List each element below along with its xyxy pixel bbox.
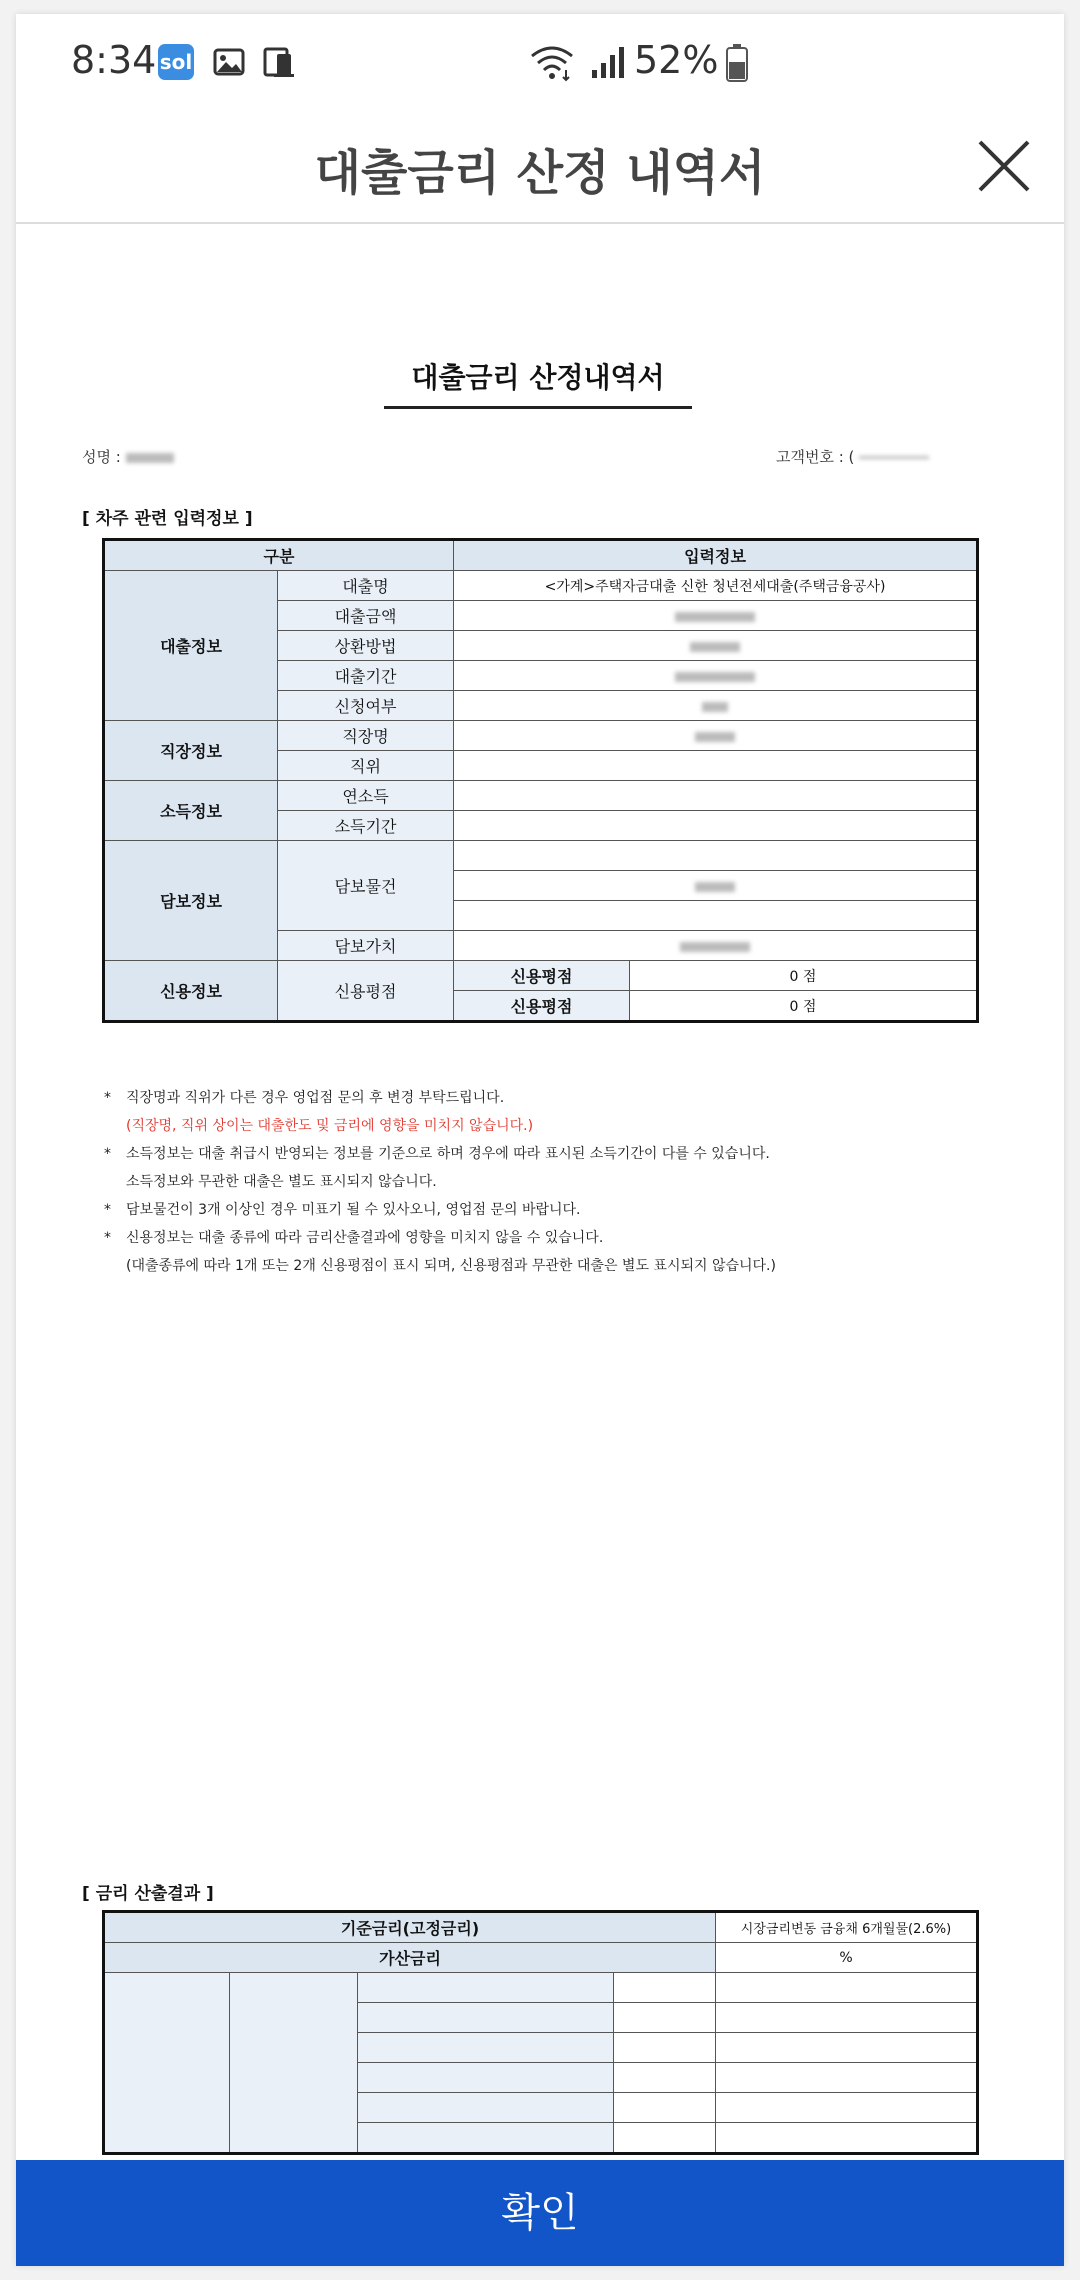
confirm-button[interactable]: 확인 [16,2160,1064,2266]
result-cell [358,2123,614,2154]
note-item: * 소득정보는 대출 취급시 반영되는 정보를 기준으로 하며 경우에 따라 표시된 소득기간이 다를 수 있습니다. [104,1146,770,1162]
result-cell [716,2003,978,2033]
loan-period-value [454,661,978,691]
note-item-red: (직장명, 직위 상이는 대출한도 및 금리에 영향을 미치지 않습니다.) [126,1118,534,1134]
annual-income-value [454,781,978,811]
apply-status-value [454,691,978,721]
result-cell [358,2033,614,2063]
company-label: 직장명 [278,721,454,751]
collateral-value-label: 담보가치 [278,931,454,961]
sol-app-icon: sol [158,44,194,80]
income-period-label: 소득기간 [278,811,454,841]
table-row [104,540,978,571]
phone-mirror-icon [262,44,298,80]
repayment-value [454,631,978,661]
document-view [16,224,1064,2174]
table-row [104,841,978,871]
result-cell [358,2003,614,2033]
loan-info-label: 대출정보 [104,571,278,721]
result-cell [716,2063,978,2093]
company-value [454,721,978,751]
result-cell [716,2123,978,2154]
base-rate-label: 기준금리(고정금리) [104,1912,716,1943]
note-item: * 담보물건이 3개 이상인 경우 미표기 될 수 있사오니, 영업점 문의 바랍니다. [104,1202,581,1218]
note-item: (대출종류에 따라 1개 또는 2개 신용평점이 표시 되며, 신용평점과 무관한 대출은 별도 표시되지 않습니다.) [126,1258,776,1274]
credit-score-sub-1: 신용평점 [454,961,630,991]
close-icon[interactable] [976,138,1032,194]
table-row [104,571,978,601]
add-rate-value: % [716,1943,978,1973]
result-cell [614,2093,716,2123]
collateral-item-value-3 [454,901,978,931]
collateral-item-label: 담보물건 [278,841,454,931]
position-label: 직위 [278,751,454,781]
result-cell [358,2063,614,2093]
result-cell [104,1973,230,2154]
apply-status-label: 신청여부 [278,691,454,721]
battery-icon [726,44,748,82]
battery-percent: 52% [634,38,719,82]
app-frame [16,14,1064,2266]
credit-score-value-1: 0 점 [630,961,978,991]
note-item: * 신용정보는 대출 종류에 따라 금리산출결과에 영향을 미치지 않을 수 있습니다. [104,1230,604,1246]
result-cell [614,2033,716,2063]
collateral-value [454,931,978,961]
base-rate-value: 시장금리변동 금융채 6개월물(2.6%) [716,1912,978,1943]
result-cell [230,1973,358,2154]
table-row [104,781,978,811]
title-bar [16,110,1064,224]
header-input: 입력정보 [454,540,978,571]
job-info-label: 직장정보 [104,721,278,781]
table-row [104,961,978,991]
customer-number [776,446,929,467]
note-item: * 직장명과 직위가 다른 경우 영업점 문의 후 변경 부탁드립니다. [104,1090,505,1106]
result-cell [358,2093,614,2123]
loan-amount-value [454,601,978,631]
customer-no-label: 고객번호 : ( [776,448,855,466]
signal-icon [590,44,630,80]
page-title: 대출금리 산정 내역서 [314,145,766,201]
wifi-icon [528,42,576,82]
table-row [104,1973,978,2003]
table-row [104,721,978,751]
table-row [104,1943,978,1973]
gallery-icon [211,44,247,80]
annual-income-label: 연소득 [278,781,454,811]
result-cell [716,2033,978,2063]
loan-name-label: 대출명 [278,571,454,601]
customer-name [82,446,174,467]
credit-info-label: 신용정보 [104,961,278,1022]
redacted-customer-no [859,456,929,459]
add-rate-label: 가산금리 [104,1943,716,1973]
credit-score-sub-2: 신용평점 [454,991,630,1022]
position-value [454,751,978,781]
input-info-table [102,538,979,1023]
income-period-value [454,811,978,841]
note-item: 소득정보와 무관한 대출은 별도 표시되지 않습니다. [126,1174,437,1190]
repayment-label: 상환방법 [278,631,454,661]
result-cell [614,1973,716,2003]
status-time: 8:34 [71,38,157,82]
notes-list [104,1084,1004,1280]
loan-amount-label: 대출금액 [278,601,454,631]
loan-name-value: <가계>주택자금대출 신한 청년전세대출(주택금융공사) [454,571,978,601]
result-cell [716,1973,978,2003]
loan-period-label: 대출기간 [278,661,454,691]
result-cell [614,2123,716,2154]
header-category: 구분 [104,540,454,571]
status-bar [16,14,1064,110]
result-cell [358,1973,614,2003]
name-label: 성명 : [82,448,121,466]
credit-score-label: 신용평점 [278,961,454,1022]
collateral-item-value-2 [454,871,978,901]
section-result-title: [ 금리 산출결과 ] [82,1884,214,1904]
section-input-title: [ 차주 관련 입력정보 ] [82,509,253,529]
rate-result-table [102,1910,979,2155]
result-cell [716,2093,978,2123]
document-title: 대출금리 산정내역서 [384,356,692,409]
credit-score-value-2: 0 점 [630,991,978,1022]
table-row [104,1912,978,1943]
income-info-label: 소득정보 [104,781,278,841]
collateral-info-label: 담보정보 [104,841,278,961]
redacted-name [126,453,174,463]
result-cell [614,2063,716,2093]
result-cell [614,2003,716,2033]
collateral-item-value-1 [454,841,978,871]
